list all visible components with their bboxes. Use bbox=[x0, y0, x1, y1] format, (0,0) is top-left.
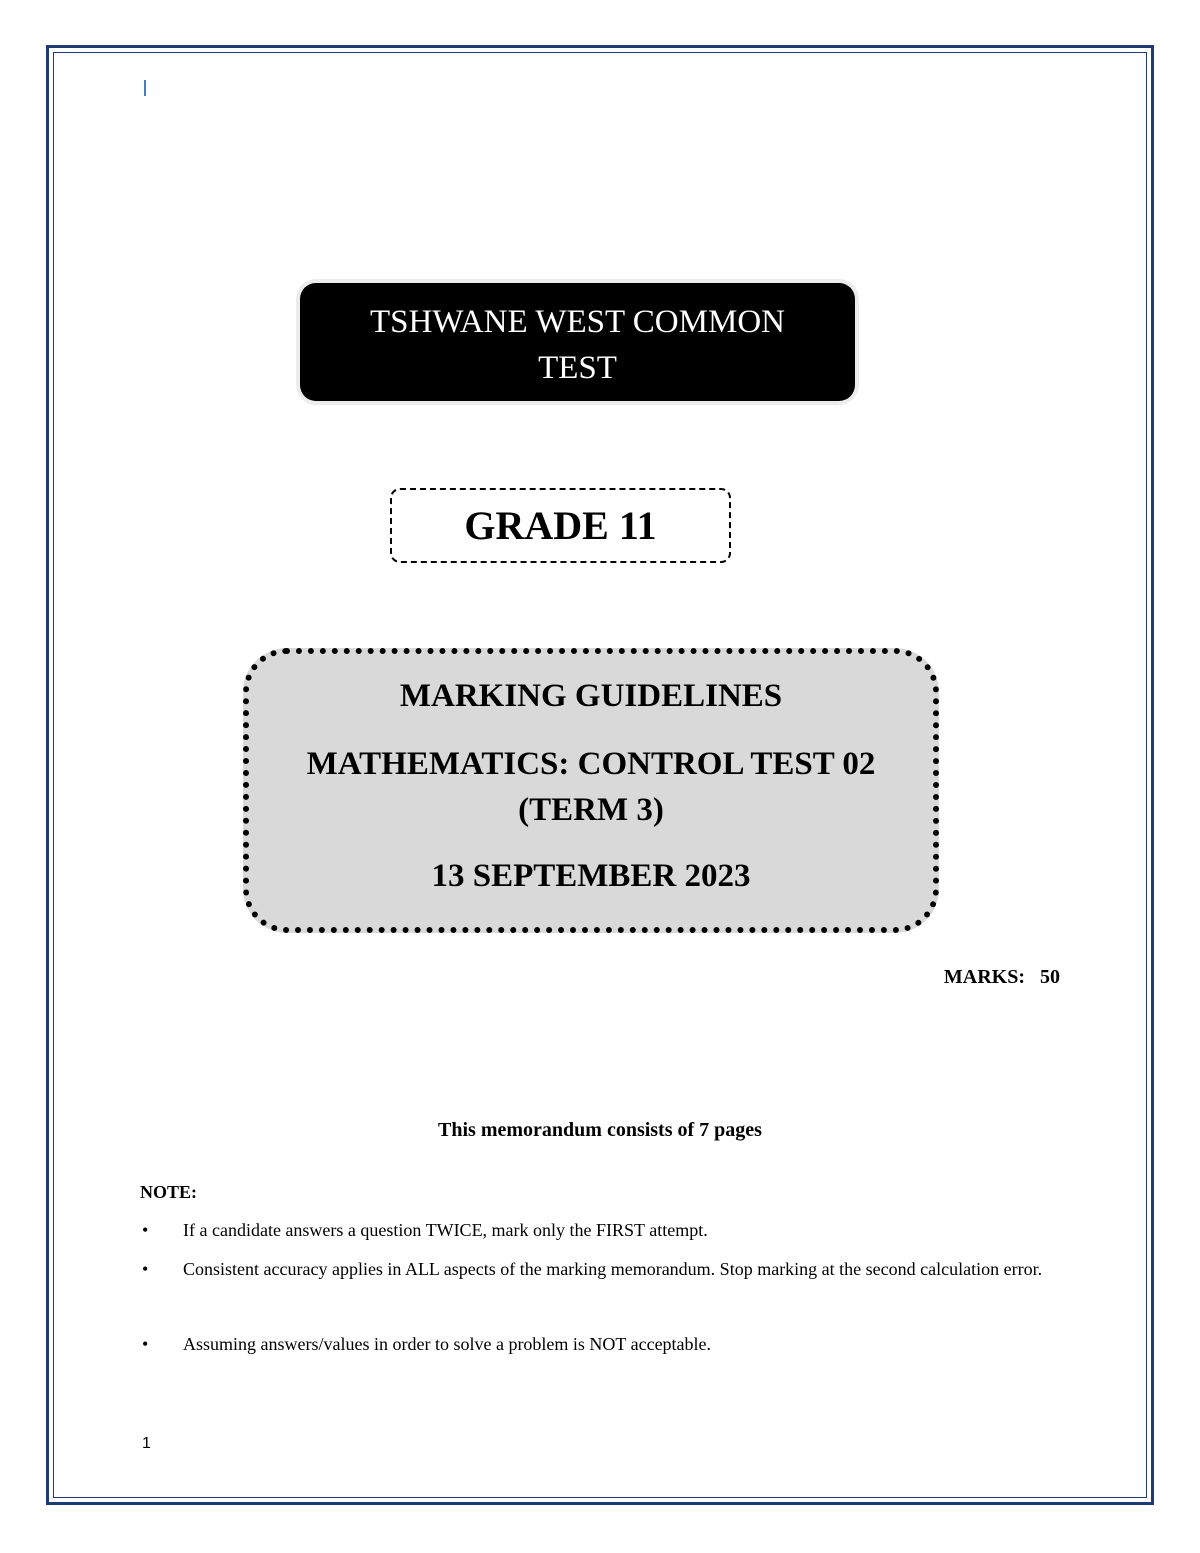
bullet-dot: • bbox=[142, 1334, 149, 1354]
bullet-dot: • bbox=[142, 1220, 149, 1240]
note-item-1: If a candidate answers a question TWICE, mark only the FIRST attempt. bbox=[183, 1220, 708, 1240]
term-label: (TERM 3) bbox=[518, 792, 664, 828]
subject-title: MATHEMATICS: CONTROL TEST 02 bbox=[306, 746, 876, 782]
page-number: 1 bbox=[142, 1435, 151, 1452]
title-line-1: TSHWANE WEST COMMON bbox=[370, 304, 785, 340]
guidelines-box bbox=[243, 648, 939, 933]
guidelines-title: MARKING GUIDELINES bbox=[399, 678, 783, 714]
bullet-dot: • bbox=[142, 1259, 149, 1279]
title-banner bbox=[300, 283, 855, 401]
note-item-2: Consistent accuracy applies in ALL aspects of the marking memorandum. Stop marking at the second calculation error. bbox=[183, 1259, 1043, 1279]
note-item-3: Assuming answers/values in order to solve a problem is NOT acceptable. bbox=[183, 1334, 712, 1354]
total-marks: MARKS: 50 bbox=[943, 966, 1060, 988]
note-heading: NOTE: bbox=[140, 1182, 198, 1202]
grade-label: GRADE 11 bbox=[390, 488, 731, 563]
title-line-2: TEST bbox=[538, 350, 617, 386]
text-cursor bbox=[144, 80, 146, 96]
test-date: 13 SEPTEMBER 2023 bbox=[431, 858, 751, 894]
page-count-note: This memorandum consists of 7 pages bbox=[438, 1119, 762, 1141]
